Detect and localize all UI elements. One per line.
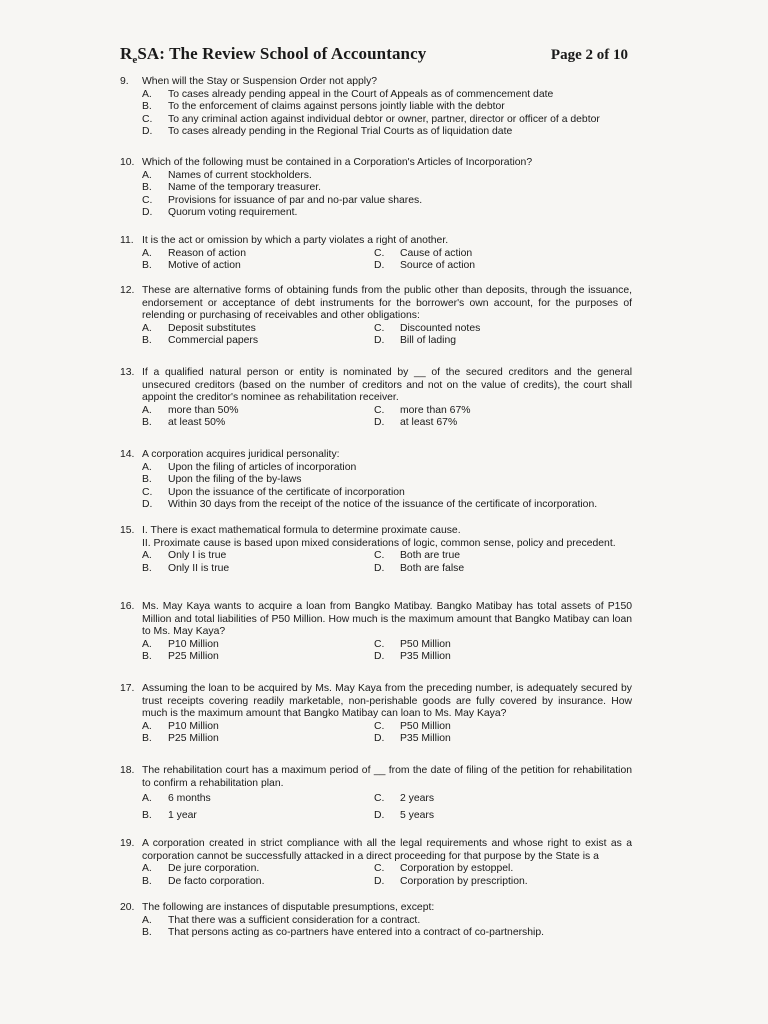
school-title: $R_eSA$: The Review School of Accountancy (120, 44, 427, 66)
option: B. De facto corporation. (142, 875, 265, 887)
question-stem: It is the act or omission by which a party violates a right of another. (142, 235, 449, 246)
page-number: Page 2 of 10 (550, 47, 628, 63)
question-14 (120, 449, 632, 512)
option: C. Discounted notes (374, 322, 481, 334)
option-row (142, 323, 632, 336)
question-9 (120, 76, 632, 139)
question-number: 18. (120, 765, 135, 776)
option: B. That persons acting as co-partners have entered into a contract of co-partnership. (142, 927, 545, 939)
question-stem: Assuming the loan to be acquired by Ms. May Kaya from the preceding number, is adequately secured by trust receipts covering readily marketable, non-perishable goods are fully covered by insurance. How much is the maximum amount that Bangko Matibay can loan to Ms. May Kaya? (142, 683, 632, 720)
question-number: 19. (120, 838, 135, 849)
question-18 (120, 765, 632, 822)
option: B. at least 50% (142, 417, 226, 429)
question-stem-2: II. Proximate cause is based upon mixed considerations of logic, common sense, policy and precedent. (142, 537, 616, 549)
option: A. 6 months (142, 793, 211, 805)
question-number: 16. (120, 601, 135, 612)
option-row (142, 733, 632, 746)
option: C. P50 Million (374, 720, 451, 732)
option: A. De jure corporation. (142, 863, 260, 875)
option: C. P50 Million (374, 638, 451, 650)
option: A. Deposit substitutes (142, 322, 256, 334)
option: B. P25 Million (142, 733, 219, 745)
option: C. Cause of action (374, 247, 473, 259)
question-stem: The following are instances of disputable presumptions, except: (142, 902, 435, 913)
question-16 (120, 601, 632, 664)
question-number: 17. (120, 683, 135, 694)
question-number: 13. (120, 367, 135, 378)
option: A. P10 Million (142, 638, 219, 650)
option-row (142, 863, 632, 876)
option: D. Source of action (374, 260, 476, 272)
option: A. That there was a sufficient consideration for a contract. (142, 914, 421, 926)
question-number: 14. (120, 449, 135, 460)
question-stem: When will the Stay or Suspension Order not apply? (142, 76, 378, 87)
option: A. Upon the filing of articles of incorporation (142, 461, 357, 473)
option-row (142, 405, 632, 418)
option: C. To any criminal action against individual debtor or owner, partner, director or officer of a debtor (142, 113, 600, 125)
option-row (142, 876, 632, 889)
option: D. Bill of lading (374, 335, 457, 347)
question-number: 11. (120, 235, 134, 246)
question-stem: These are alternative forms of obtaining funds from the public other than deposits, through the issuance, endorsement or acceptance of debt instruments for the borrower's own account, for the purposes of relending or purchasing of receivables and other obligations: (142, 285, 632, 322)
option: D. Both are false (374, 562, 465, 574)
option: A. Names of current stockholders. (142, 169, 312, 181)
option-row (142, 810, 632, 823)
option: B. Only II is true (142, 562, 230, 574)
option-row (142, 793, 632, 806)
page-header (120, 44, 628, 64)
option: A. Reason of action (142, 247, 246, 259)
option: D. Quorum voting requirement. (142, 207, 298, 219)
option: A. To cases already pending appeal in the Court of Appeals as of commencement date (142, 88, 554, 100)
option-row (142, 651, 632, 664)
option: B. To the enforcement of claims against persons jointly liable with the debtor (142, 101, 505, 113)
question-17 (120, 683, 632, 746)
option-row (142, 639, 632, 652)
question-stem: A corporation acquires juridical personality: (142, 449, 340, 460)
option: C. Both are true (374, 550, 461, 562)
option: B. P25 Million (142, 651, 219, 663)
option: B. Motive of action (142, 260, 241, 272)
option-row (142, 335, 632, 348)
question-15 (120, 525, 632, 575)
option: A. more than 50% (142, 404, 239, 416)
question-stem: The rehabilitation court has a maximum period of __ from the date of filing of the petition for rehabilitation to confirm a rehabilitation plan. (142, 765, 632, 789)
question-number: 10. (120, 157, 135, 168)
option: C. 2 years (374, 793, 435, 805)
question-12 (120, 285, 632, 348)
question-stem: I. There is exact mathematical formula to determine proximate cause. (142, 525, 461, 536)
question-19 (120, 838, 632, 888)
option: C. Corporation by estoppel. (374, 863, 514, 875)
option: D. To cases already pending in the Regional Trial Courts as of liquidation date (142, 126, 513, 138)
option-row (142, 260, 632, 273)
option: D. P35 Million (374, 651, 451, 663)
question-11 (120, 235, 632, 273)
question-stem: A corporation created in strict compliance with all the legal requirements and whose right to exist as a corporation cannot be successfully attacked in a direct proceeding for that purpose by the State is a (142, 838, 632, 862)
question-number: 9. (120, 76, 129, 87)
question-13 (120, 367, 632, 430)
option: D. P35 Million (374, 733, 451, 745)
option: D. Corporation by prescription. (374, 875, 528, 887)
question-stem: Which of the following must be contained in a Corporation's Articles of Incorporation? (142, 157, 533, 168)
option-row (142, 550, 632, 563)
option: D. 5 years (374, 809, 435, 821)
option-row (142, 563, 632, 576)
question-20 (120, 902, 632, 940)
question-stem: If a qualified natural person or entity is nominated by __ of the secured creditors and the general unsecured creditors (based on the number of creditors and not on the value of credits), the court shall appoint the creditor's nominee as rehabilitation receiver. (142, 367, 632, 404)
option: C. Provisions for issuance of par and no-par value shares. (142, 194, 423, 206)
option: B. Commercial papers (142, 335, 259, 347)
option-row (142, 248, 632, 261)
question-number: 20. (120, 902, 135, 913)
option: B. Upon the filing of the by-laws (142, 474, 302, 486)
question-number: 15. (120, 525, 135, 536)
option: B. Name of the temporary treasurer. (142, 182, 322, 194)
question-number: 12. (120, 285, 135, 296)
option: A. P10 Million (142, 720, 219, 732)
option: D. at least 67% (374, 417, 458, 429)
option: C. more than 67% (374, 404, 471, 416)
option-row (142, 417, 632, 430)
option: B. 1 year (142, 809, 197, 821)
option: D. Within 30 days from the receipt of the notice of the issuance of the certificate of incorporation. (142, 499, 598, 511)
option-row (142, 721, 632, 734)
option: A. Only I is true (142, 550, 227, 562)
question-stem: Ms. May Kaya wants to acquire a loan from Bangko Matibay. Bangko Matibay has total assets of P150 Million and total liabilities of P50 Million. How much is the maximum amount that Bangko Matibay can loan to Ms. May Kaya? (142, 601, 632, 638)
question-10 (120, 157, 632, 220)
option: C. Upon the issuance of the certificate of incorporation (142, 486, 405, 498)
